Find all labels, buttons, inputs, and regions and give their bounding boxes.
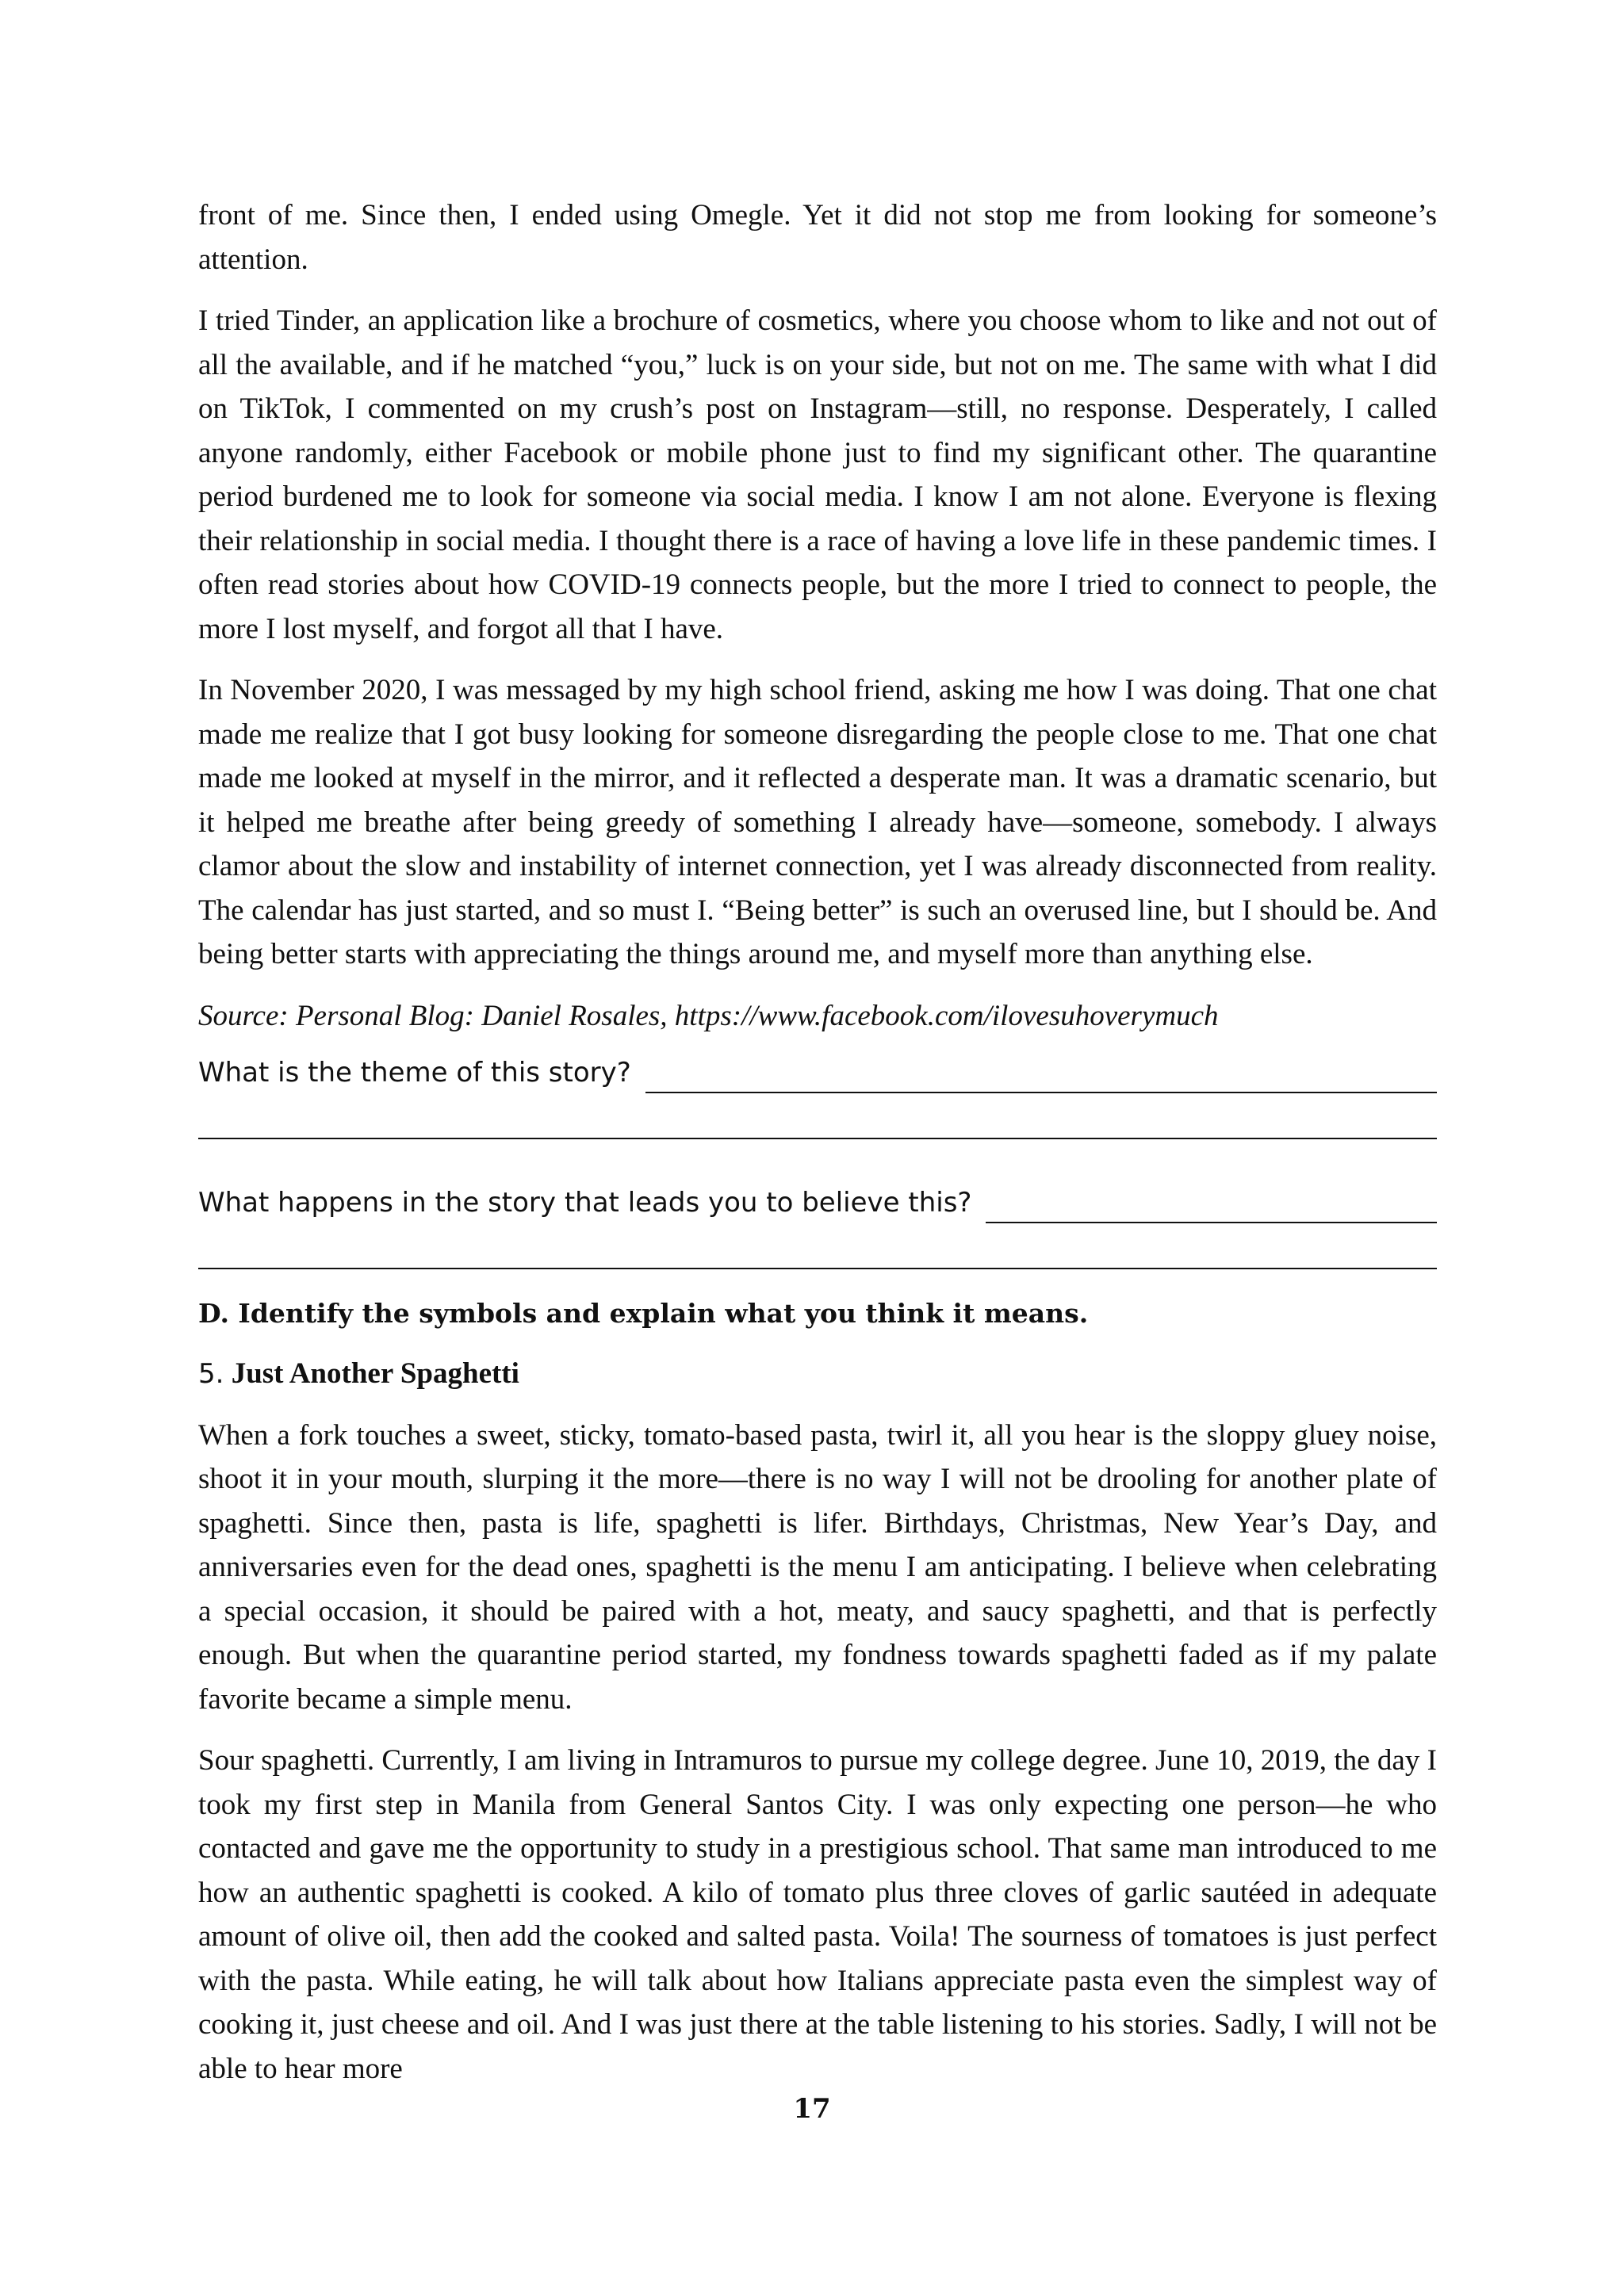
item-title xyxy=(198,1352,1437,1396)
story-source: Source: Personal Blog: Daniel Rosales, https://www.facebook.com/ilovesuhoverymuch xyxy=(198,999,1219,1032)
answer-line-theme[interactable] xyxy=(645,1062,1437,1093)
question-theme xyxy=(198,1052,1437,1093)
section-d-heading: D. Identify the symbols and explain what you think it means. xyxy=(198,1297,1089,1329)
answer-line-theme-continued[interactable] xyxy=(198,1136,1437,1139)
story-paragraph: front of me. Since then, I ended using Omegle. Yet it did not stop me from looking for someone’s attention. xyxy=(198,199,1437,276)
answer-line-evidence-continued[interactable] xyxy=(198,1266,1437,1269)
story-paragraph: Sour spaghetti. Currently, I am living in Intramuros to pursue my college degree. June 10, 2019, the day I took my first step in Manila from General Santos City. I was only expecting one person—he who contacted and gave me the opportunity to study in a prestigious school. That same man introduced to me how an authentic spaghetti is cooked. A kilo of tomato plus three cloves of garlic sautéed in adequate amount of olive oil, then add the cooked and salted pasta. Voila! The sourness of tomatoes is just perfect with the pasta. While eating, he will talk about how Italians appreciate pasta even the simplest way of cooking it, just cheese and oil. And I was just there at the table listening to his stories. Sadly, I will not be able to hear more xyxy=(198,1744,1437,2085)
story-paragraph: When a fork touches a sweet, sticky, tomato-based pasta, twirl it, all you hear is the sloppy gluey noise, shoot it in your mouth, slurping it the more—there is no way I will not be drooling for another plate of spaghetti. Since then, pasta is life, spaghetti is lifer. Birthdays, Christmas, New Year’s Day, and anniversaries even for the dead ones, spaghetti is the menu I am anticipating. I believe when celebrating a special occasion, it should be paired with a hot, meaty, and saucy spaghetti, and that is perfectly enough. But when the quarantine period started, my fondness towards spaghetti faded as if my palate favorite became a simple menu. xyxy=(198,1418,1437,1716)
question-theme-label: What is the theme of this story? xyxy=(198,1056,631,1089)
page-number: 17 xyxy=(793,2093,831,2125)
answer-line-evidence[interactable] xyxy=(986,1192,1437,1223)
page-content xyxy=(198,193,1437,2108)
question-evidence xyxy=(198,1182,1437,1223)
item-number: 5. xyxy=(198,1357,224,1390)
item-name: Just Another Spaghetti xyxy=(231,1357,519,1390)
question-evidence-label: What happens in the story that leads you to believe this? xyxy=(198,1186,972,1219)
story-paragraph: I tried Tinder, an application like a brochure of cosmetics, where you choose whom to like and not out of all the available, and if he matched “you,” luck is on your side, but not on me. The same with what I did on TikTok, I commented on my crush’s post on Instagram—still, no response. Desperately, I called anyone randomly, either Facebook or mobile phone just to find my significant other. The quarantine period burdened me to look for someone via social media. I know I am not alone. Everyone is flexing their relationship in social media. I thought there is a race of having a love life in these pandemic times. I often read stories about how COVID-19 connects people, but the more I tried to connect to people, the more I lost myself, and forgot all that I have. xyxy=(198,304,1437,645)
story-paragraph: In November 2020, I was messaged by my high school friend, asking me how I was doing. That one chat made me realize that I got busy looking for someone disregarding the people close to me. That one chat made me looked at myself in the mirror, and it reflected a desperate man. It was a dramatic scenario, but it helped me breathe after being greedy of something I already have—someone, somebody. I always clamor about the slow and instability of internet connection, yet I was already disconnected from reality. The calendar has just started, and so must I. “Being better” is such an overused line, but I should be. And being better starts with appreciating the things around me, and myself more than anything else. xyxy=(198,674,1437,970)
